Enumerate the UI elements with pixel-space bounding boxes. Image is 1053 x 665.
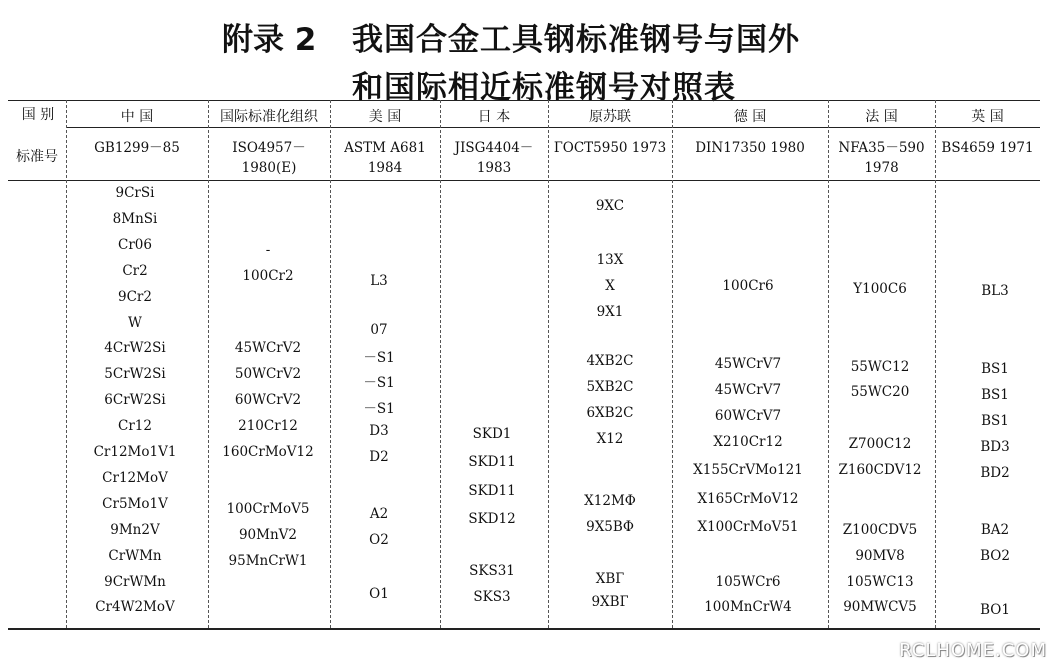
table-cell: 9CrWMn bbox=[104, 573, 166, 590]
table-cell: X12 bbox=[596, 431, 624, 448]
table-cell: SKD12 bbox=[468, 511, 516, 528]
table-cell: X210Cr12 bbox=[713, 433, 783, 450]
table-cell: 55WC12 bbox=[850, 358, 910, 375]
header-bottom-rule bbox=[8, 180, 1040, 181]
header-standard-label: 标准号 bbox=[16, 149, 58, 165]
table-cell: 105WC13 bbox=[846, 573, 914, 590]
table-cell: 9X5BΦ bbox=[586, 519, 634, 536]
table-cell: 100MnCrW4 bbox=[704, 599, 792, 616]
header-country: 原苏联 bbox=[589, 109, 631, 125]
table-cell: XBГ bbox=[595, 570, 625, 587]
table-cell: Y100C6 bbox=[853, 280, 907, 297]
header-country: 德 国 bbox=[733, 109, 767, 125]
table-cell: 4CrW2Si bbox=[104, 340, 166, 357]
table-cell: 6CrW2Si bbox=[104, 392, 166, 409]
table-cell: 8MnSi bbox=[112, 210, 158, 227]
table-cell: BS1 bbox=[981, 361, 1009, 378]
table-cell: 9XBГ bbox=[591, 594, 629, 611]
table-cell: 4XB2C bbox=[586, 353, 634, 370]
table-cell: BL3 bbox=[981, 283, 1009, 300]
table-cell: O2 bbox=[369, 532, 389, 549]
table-cell: 9Mn2V bbox=[110, 521, 160, 538]
table-cell: Z100CDV5 bbox=[842, 521, 918, 538]
header-country: 国际标准化组织 bbox=[220, 109, 318, 125]
table-cell: D2 bbox=[369, 449, 389, 466]
table-cell: Cr4W2MoV bbox=[95, 599, 175, 616]
table-cell: 9Cr2 bbox=[118, 288, 152, 305]
table-cell: －S1 bbox=[363, 401, 395, 418]
table-cell: 60WCrV2 bbox=[234, 392, 302, 409]
header-country: 英 国 bbox=[971, 109, 1004, 125]
header-standard: BS4659 1971 bbox=[941, 140, 1034, 156]
table-cell: 13X bbox=[596, 252, 624, 269]
header-country: 法 国 bbox=[865, 109, 898, 125]
table-cell: 105WCr6 bbox=[715, 573, 781, 590]
header-country: 中 国 bbox=[120, 109, 154, 125]
table-cell: CrWMn bbox=[108, 547, 162, 564]
table-cell: X12MΦ bbox=[584, 493, 636, 510]
table-cell: BD2 bbox=[980, 464, 1010, 481]
header-standard: NFA35－590 1978 bbox=[838, 140, 925, 176]
table-cell: BO2 bbox=[980, 547, 1010, 564]
header-standard: ASTM A681 1984 bbox=[344, 140, 426, 176]
header-standard: ГОСТ5950 1973 bbox=[553, 140, 667, 156]
table-cell: 100Cr6 bbox=[722, 278, 774, 295]
table-cell: 6XB2C bbox=[586, 405, 634, 422]
table-cell: 07 bbox=[370, 322, 388, 339]
table-cell: - bbox=[265, 241, 271, 258]
table-cell: Cr12 bbox=[118, 418, 152, 435]
table-cell: 55WC20 bbox=[850, 384, 910, 401]
header-standard: DIN17350 1980 bbox=[695, 140, 805, 156]
table-cell: SKD11 bbox=[468, 454, 516, 471]
table-cell: Cr06 bbox=[118, 236, 152, 253]
table-cell: W bbox=[128, 314, 142, 331]
header-standard: GB1299－85 bbox=[94, 140, 180, 156]
table-cell: BO1 bbox=[980, 601, 1010, 618]
table-cell: 9CrSi bbox=[115, 185, 155, 201]
table-cell: Z160CDV12 bbox=[838, 462, 922, 479]
table-cell: 60WCrV7 bbox=[714, 407, 782, 424]
table-cell: X155CrVMo121 bbox=[693, 462, 803, 479]
table-top-rule bbox=[8, 100, 1040, 101]
table-bottom-rule bbox=[8, 628, 1040, 630]
table-cell: Cr12MoV bbox=[102, 469, 168, 486]
table-cell: Z700C12 bbox=[848, 436, 912, 453]
table-cell: Cr12Mo1V1 bbox=[93, 444, 177, 460]
table-cell: 160CrMoV12 bbox=[222, 444, 314, 460]
table-cell: 95MnCrW1 bbox=[228, 552, 308, 569]
table-cell: X bbox=[605, 278, 615, 295]
table-cell: 50WCrV2 bbox=[234, 366, 302, 383]
header-country: 美 国 bbox=[368, 109, 402, 125]
table-cell: SKS31 bbox=[469, 563, 515, 580]
table-cell: －S1 bbox=[363, 349, 395, 366]
table-cell: Cr2 bbox=[122, 262, 148, 279]
table-cell: 90MnV2 bbox=[238, 526, 298, 543]
table-cell: O1 bbox=[369, 586, 389, 603]
table-cell: BS1 bbox=[981, 412, 1009, 429]
table-cell: BD3 bbox=[980, 438, 1010, 455]
table-cell: 90MWCV5 bbox=[843, 599, 917, 616]
page-title-line2: 和国际相近标准钢号对照表 bbox=[352, 70, 736, 106]
watermark: RCLHOME.COM bbox=[899, 640, 1047, 661]
table-cell: Cr5Mo1V bbox=[102, 495, 168, 512]
table-cell: 9X1 bbox=[596, 304, 624, 321]
table-cell: 90MV8 bbox=[855, 547, 905, 564]
header-standard: JISG4404－1983 bbox=[454, 140, 534, 176]
header-country: 日 本 bbox=[477, 109, 511, 125]
table-cell: 5CrW2Si bbox=[104, 366, 166, 383]
table-cell: 5XB2C bbox=[586, 379, 634, 396]
header-mid-rule bbox=[66, 127, 1040, 128]
table-cell: SKD1 bbox=[472, 425, 512, 442]
table-cell: －S1 bbox=[363, 375, 395, 392]
table-cell: 45WCrV2 bbox=[234, 340, 302, 357]
table-cell: 45WCrV7 bbox=[714, 381, 782, 398]
appendix-label: 附录 2 bbox=[222, 22, 317, 58]
table-cell: 45WCrV7 bbox=[714, 355, 782, 372]
table-cell: BS1 bbox=[981, 387, 1009, 404]
header-country-label: 国 别 bbox=[21, 107, 55, 123]
table-cell: X100CrMoV51 bbox=[697, 519, 799, 536]
table-cell: SKS3 bbox=[473, 589, 511, 606]
table-cell: 210Cr12 bbox=[238, 418, 298, 435]
table-cell: D3 bbox=[369, 423, 389, 440]
header-standard: ISO4957－1980(E) bbox=[232, 140, 306, 176]
table-cell: L3 bbox=[370, 273, 388, 290]
table-cell: A2 bbox=[369, 506, 389, 523]
table-cell: 100CrMoV5 bbox=[226, 500, 310, 517]
table-cell: X165CrMoV12 bbox=[697, 490, 799, 507]
table-cell: SKD11 bbox=[468, 482, 516, 499]
title-text-line1: 我国合金工具钢标准钢号与国外 bbox=[352, 22, 800, 58]
table-cell: 100Cr2 bbox=[242, 267, 294, 284]
table-cell: 9XC bbox=[595, 197, 625, 214]
table-cell: BA2 bbox=[980, 521, 1010, 538]
